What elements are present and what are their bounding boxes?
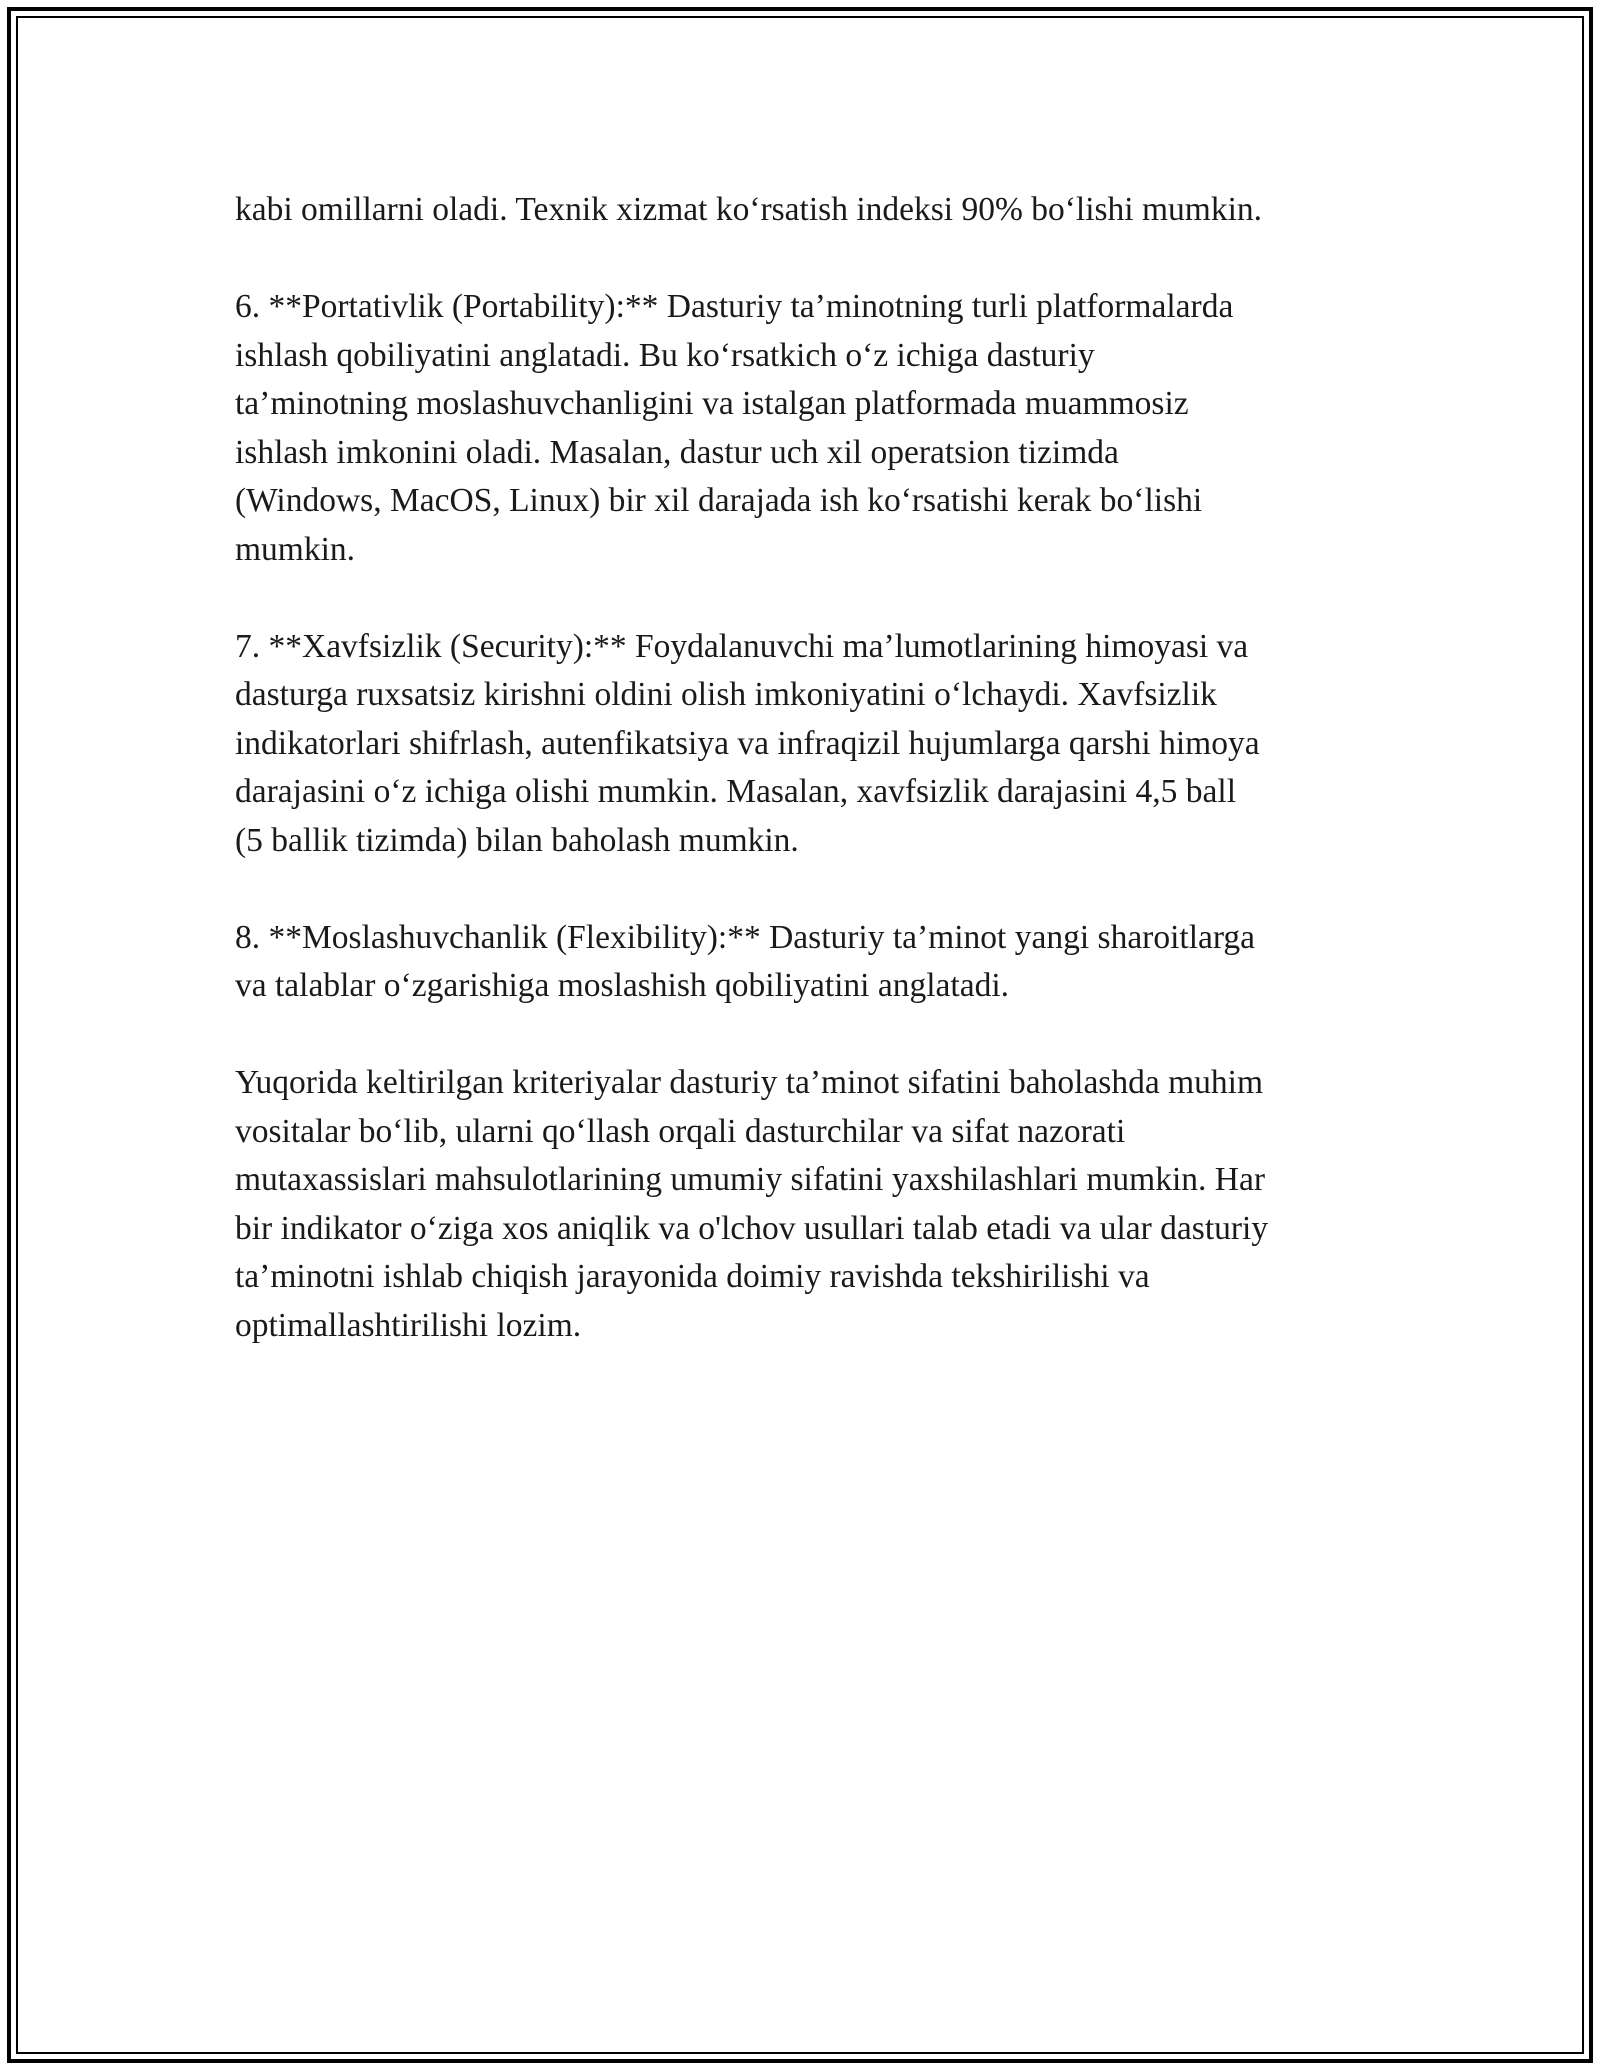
text-line: ishlash imkonini oladi. Masalan, dastur uch xil operatsion tizimda (235, 433, 1119, 471)
paragraph-portability (235, 283, 1375, 574)
text-line: 6. **Portativlik (Portability):** Dasturiy ta’minotning turli platformalarda (235, 288, 1234, 325)
text-line: Yuqorida keltirilgan kriteriyalar dasturiy ta’minot sifatini baholashda muhim (235, 1064, 1264, 1101)
text-line: dasturga ruxsatsiz kirishni oldini olish imkoniyatini o‘lchaydi. Xavfsizlik (235, 676, 1217, 713)
text-line: darajasini o‘z ichiga olishi mumkin. Masalan, xavfsizlik darajasini 4,5 ball (235, 773, 1237, 810)
paragraph-conclusion (235, 1059, 1375, 1350)
paragraph-continuation (235, 186, 1375, 235)
text-line: 8. **Moslashuvchanlik (Flexibility):** Dasturiy ta’minot yangi sharoitlarga (235, 918, 1256, 956)
text-line: ishlash qobiliyatini anglatadi. Bu ko‘rsatkich o‘z ichiga dasturiy (235, 336, 1095, 374)
text-line: kabi omillarni oladi. Texnik xizmat ko‘rsatish indeksi 90% bo‘lishi mumkin. (235, 191, 1263, 228)
text-line: ta’minotni ishlab chiqish jarayonida doimiy ravishda tekshirilishi va (235, 1258, 1150, 1295)
text-line: bir indikator o‘ziga xos aniqlik va o'lchov usullari talab etadi va ular dasturiy (235, 1209, 1269, 1247)
text-line: vositalar bo‘lib, ularni qo‘llash orqali dasturchilar va sifat nazorati (235, 1112, 1126, 1150)
text-line: va talablar o‘zgarishiga moslashish qobiliyatini anglatadi. (235, 967, 1010, 1004)
paragraph-security (235, 623, 1375, 866)
text-line: mutaxassislari mahsulotlarining umumiy sifatini yaxshilashlari mumkin. Har (235, 1161, 1265, 1198)
text-line: mumkin. (235, 530, 356, 568)
text-line: ta’minotning moslashuvchanligini va istalgan platformada muammosiz (235, 385, 1189, 422)
text-line: 7. **Xavfsizlik (Security):** Foydalanuvchi ma’lumotlarining himoyasi va (235, 627, 1249, 665)
text-line: (Windows, MacOS, Linux) bir xil darajada ish ko‘rsatishi kerak bo‘lishi (235, 482, 1203, 519)
text-line: (5 ballik tizimda) bilan baholash mumkin. (235, 821, 799, 859)
text-line: indikatorlari shifrlash, autenfikatsiya va infraqizil hujumlarga qarshi himoya (235, 724, 1260, 762)
document-body (235, 186, 1375, 1399)
paragraph-flexibility (235, 914, 1375, 1011)
text-line: optimallashtirilishi lozim. (235, 1306, 582, 1344)
